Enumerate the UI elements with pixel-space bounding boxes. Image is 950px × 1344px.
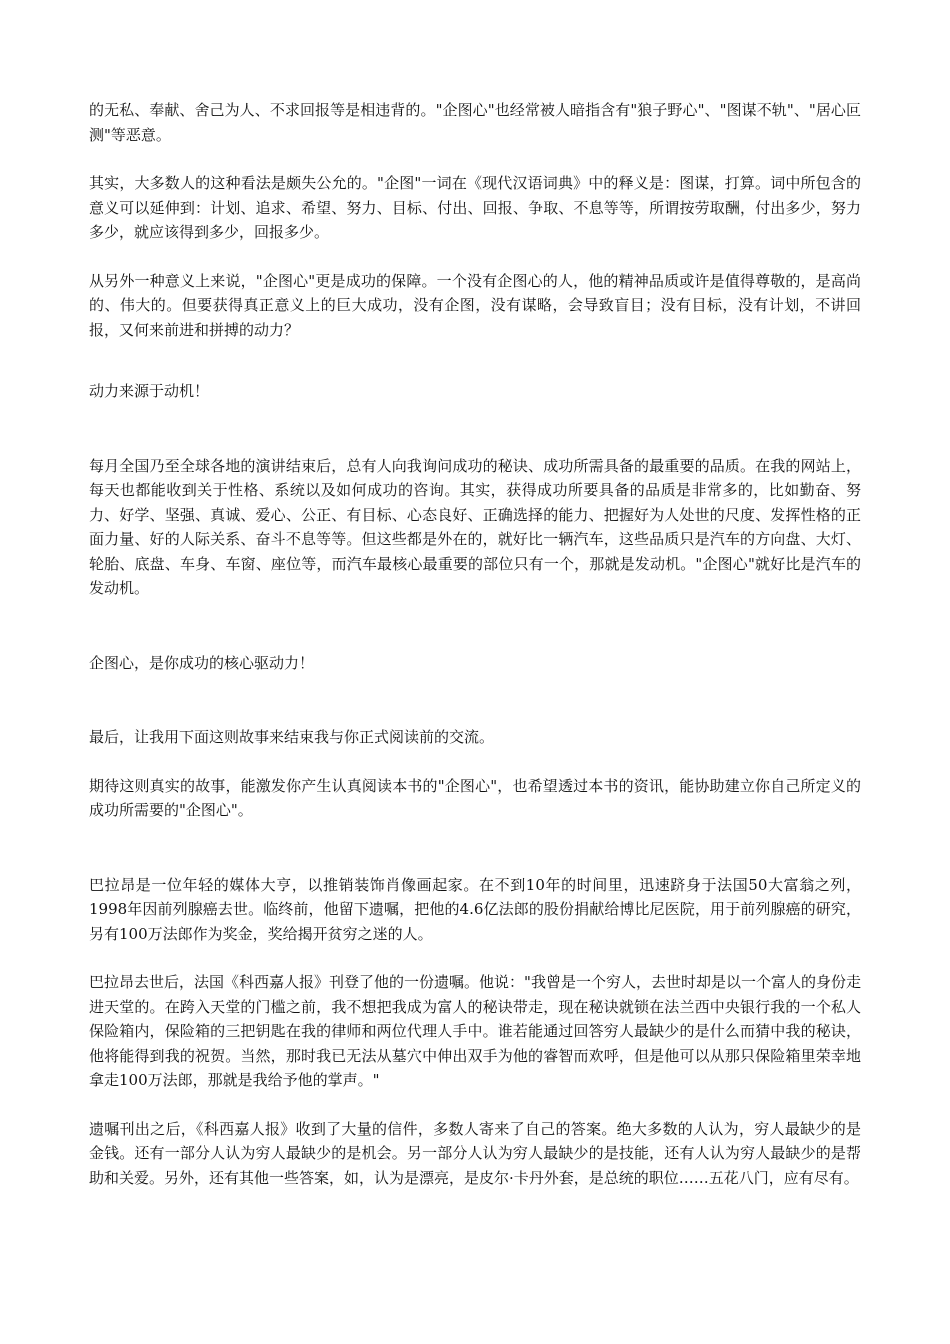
paragraph: 的无私、奉献、舍己为人、不求回报等是相违背的。"企图心"也经常被人暗指含有"狼子野心"、"图谋不轨"、"居心叵测"等恶意。 bbox=[89, 101, 861, 144]
paragraph: 从另外一种意义上来说，"企图心"更是成功的保障。一个没有企图心的人，他的精神品质或许是值得尊敬的，是高尚的、伟大的。但要获得真正意义上的巨大成功，没有企图，没有谋略，会导致盲目；没有目标，没有计划，不讲回报，又何来前进和拼搏的动力？ bbox=[89, 271, 861, 339]
document-page bbox=[89, 98, 861, 1190]
paragraph: 每月全国乃至全球各地的演讲结束后，总有人向我询问成功的秘诀、成功所需具备的最重要的品质。在我的网站上，每天也都能收到关于性格、系统以及如何成功的咨询。其实，获得成功所要具备的品质是非常多的，比如勤奋、努力、好学、坚强、真诚、爱心、公正、有目标、心态良好、正确选择的能力、把握好为人处世的尺度、发挥性格的正面力量、好的人际关系、奋斗不息等等。但这些都是外在的，就好比一辆汽车，这些品质只是汽车的方向盘、大灯、轮胎、底盘、车身、车窗、座位等，而汽车最核心最重要的部位只有一个，那就是发动机。"企图心"就好比是汽车的发动机。 bbox=[89, 456, 861, 597]
paragraph: 期待这则真实的故事，能激发你产生认真阅读本书的"企图心"，也希望透过本书的资讯，能协助建立你自己所定义的成功所需要的"企图心"。 bbox=[89, 776, 861, 819]
paragraph: 巴拉昂是一位年轻的媒体大亨，以推销装饰肖像画起家。在不到10年的时间里，迅速跻身于法国50大富翁之列，1998年因前列腺癌去世。临终前，他留下遗嘱，把他的4.6亿法郎的股份捐献给博比尼医院，用于前列腺癌的研究，另有100万法郎作为奖金，奖给揭开贫穷之迷的人。 bbox=[89, 875, 861, 943]
paragraph: 遗嘱刊出之后，《科西嘉人报》收到了大量的信件，多数人寄来了自己的答案。绝大多数的人认为，穷人最缺少的是金钱。还有一部分人认为穷人最缺少的是机会。另一部分人认为穷人最缺少的是技能，还有人认为穷人最缺少的是帮助和关爱。另外，还有其他一些答案，如，认为是漂亮，是皮尔·卡丹外套，是总统的职位……五花八门，应有尽有。 bbox=[89, 1119, 861, 1187]
paragraph: 其实，大多数人的这种看法是颇失公允的。"企图"一词在《现代汉语词典》中的释义是：图谋，打算。词中所包含的意义可以延伸到：计划、追求、希望、努力、目标、付出、回报、争取、不息等等，所谓按劳取酬，付出多少，努力多少，就应该得到多少，回报多少。 bbox=[89, 174, 861, 241]
section-heading: 动力来源于动机！ bbox=[89, 382, 210, 400]
paragraph: 最后，让我用下面这则故事来结束我与你正式阅读前的交流。 bbox=[89, 728, 495, 746]
paragraph: 巴拉昂去世后，法国《科西嘉人报》刊登了他的一份遗嘱。他说："我曾是一个穷人，去世时却是以一个富人的身份走进天堂的。在跨入天堂的门槛之前，我不想把我成为富人的秘诀带走，现在秘诀就锁在法兰西中央银行我的一个私人保险箱内，保险箱的三把钥匙在我的律师和两位代理人手中。谁若能通过回答穷人最缺少的是什么而猜中我的秘诀，他将能得到我的祝贺。当然，那时我已无法从墓穴中伸出双手为他的睿智而欢呼，但是他可以从那只保险箱里荣幸地拿走100万法郎，那就是我给予他的掌声。" bbox=[89, 973, 861, 1089]
section-heading: 企图心，是你成功的核心驱动力！ bbox=[89, 653, 315, 672]
